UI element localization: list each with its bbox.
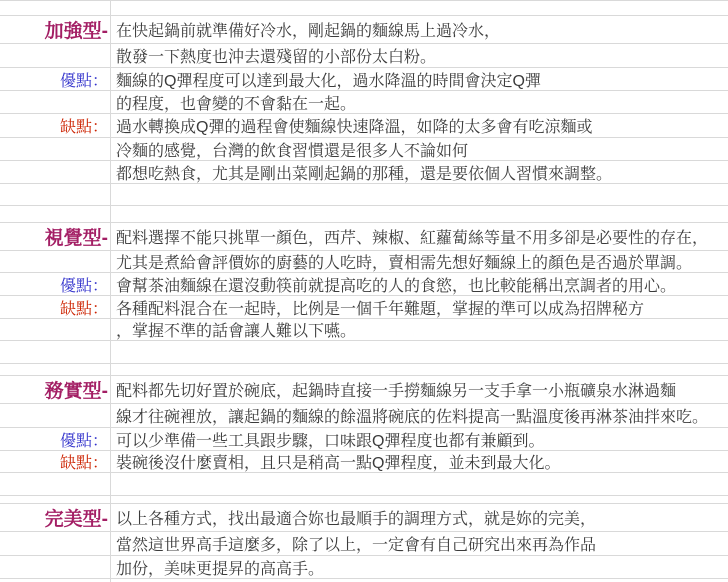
- row-text-cell: [111, 496, 728, 503]
- row-text-cell: [111, 364, 728, 375]
- row-text-cell: [111, 1, 728, 15]
- table-row: [0, 556, 728, 579]
- row-text-cell: 在快起鍋前就準備好冷水，剛起鍋的麵線馬上過冷水，: [116, 23, 501, 40]
- table-row: [0, 91, 728, 114]
- row-label-cell: [0, 496, 111, 503]
- spacer-row: [0, 496, 728, 504]
- row-label-cell: [0, 251, 111, 272]
- row-label-cell: [0, 44, 111, 67]
- row-text-cell: 都想吃熱食，尤其是剛出菜剛起鍋的那種，還是要依個人習慣來調整。: [116, 165, 613, 183]
- row-text-cell: [111, 206, 728, 222]
- table-row: [0, 428, 728, 451]
- row-text-cell: 會幫茶油麵線在還沒動筷前就提高吃的人的食慾，也比較能稱出烹調者的用心。: [116, 277, 677, 295]
- table-row: [0, 404, 728, 428]
- section-type-label: 視覺型-: [0, 223, 111, 250]
- table-row: [0, 161, 728, 184]
- spacer-row: [0, 1, 728, 16]
- section-type-label: 完美型-: [0, 504, 111, 531]
- table-row: [0, 68, 728, 91]
- table-row: [0, 114, 728, 138]
- row-text-cell: 配料選擇不能只挑單一顏色，西芹、辣椒、紅蘿蔔絲等量不用多卻是必要性的存在，: [116, 230, 709, 247]
- spacer-row: [0, 341, 728, 364]
- table-row: [0, 451, 728, 473]
- row-text-cell: [111, 184, 728, 205]
- row-text-cell: [111, 341, 728, 363]
- row-text-cell: 以上各種方式，找出最適合妳也最順手的調理方式，就是妳的完美，: [116, 511, 597, 528]
- table-row: [0, 532, 728, 556]
- row-text-cell: 當然這世界高手這麼多，除了以上，一定會有自己研究出來再為作品: [116, 537, 597, 554]
- spacer-row: [0, 184, 728, 206]
- row-label-cell: [0, 341, 111, 363]
- row-label-cell: [0, 91, 111, 113]
- row-text-cell: 線才往碗裡放，讓起鍋的麵線的餘溫將碗底的佐料提高一點溫度後再淋茶油拌來吃。: [116, 409, 709, 426]
- row-label-cell: [0, 404, 111, 427]
- row-text-cell: 可以少準備一些工具跟步驟，口味跟Q彈程度也都有兼顧到。: [116, 432, 545, 450]
- con-label: 缺點：: [0, 451, 111, 472]
- table-row: [0, 16, 728, 44]
- row-text-cell: 尤其是煮給會評價妳的廚藝的人吃時，賣相需先想好麵線上的顏色是否過於單調。: [116, 255, 693, 272]
- row-label-cell: [0, 364, 111, 375]
- row-text-cell: 冷麵的感覺，台灣的飲食習慣還是很多人不論如何: [116, 142, 469, 160]
- row-label-cell: [0, 556, 111, 578]
- table-row: [0, 296, 728, 319]
- spacer-row: [0, 364, 728, 376]
- section-type-label: 加強型-: [0, 16, 111, 43]
- row-text-cell: 過水轉換成Q彈的過程會使麵線快速降溫，如降的太多會有吃涼麵或: [116, 119, 593, 136]
- row-text-cell: 加份，美味更提昇的高高手。: [116, 560, 325, 578]
- row-label-cell: [0, 1, 111, 15]
- table-row: [0, 44, 728, 68]
- table-row: [0, 223, 728, 251]
- row-label-cell: [0, 532, 111, 555]
- row-text-cell: 散發一下熱度也沖去還殘留的小部份太白粉。: [116, 49, 437, 66]
- spacer-row: [0, 473, 728, 496]
- row-text-cell: 配料都先切好置於碗底，起鍋時直接一手撈麵線另一支手拿一小瓶礦泉水淋過麵: [116, 383, 677, 400]
- con-label: 缺點：: [0, 114, 111, 137]
- pro-label: 優點：: [0, 273, 111, 295]
- table-row: [0, 273, 728, 296]
- row-label-cell: [0, 206, 111, 222]
- row-text-cell: 麵線的Q彈程度可以達到最大化，過水降溫的時間會決定Q彈: [116, 72, 541, 90]
- table-row: [0, 504, 728, 532]
- pro-label: 優點：: [0, 68, 111, 90]
- table-row: [0, 251, 728, 273]
- row-text-cell: 的程度，也會變的不會黏在一起。: [116, 95, 357, 113]
- row-text-cell: 裝碗後沒什麼賣相，且只是稍高一點Q彈程度，並未到最大化。: [116, 455, 561, 472]
- table-row: [0, 138, 728, 161]
- row-label-cell: [0, 184, 111, 205]
- table-row: [0, 376, 728, 404]
- row-text-cell: 各種配料混合在一起時，比例是一個千年難題，掌握的準可以成為招牌秘方: [116, 300, 645, 318]
- row-label-cell: [0, 138, 111, 160]
- row-label-cell: [0, 473, 111, 495]
- row-label-cell: [0, 161, 111, 183]
- con-label: 缺點：: [0, 296, 111, 318]
- spacer-row: [0, 206, 728, 223]
- section-type-label: 務實型-: [0, 376, 111, 403]
- row-text-cell: [111, 473, 728, 495]
- row-label-cell: [0, 319, 111, 340]
- table-row: [0, 319, 728, 341]
- row-text-cell: ，掌握不準的話會讓人難以下嚥。: [116, 323, 357, 340]
- pro-label: 優點：: [0, 428, 111, 450]
